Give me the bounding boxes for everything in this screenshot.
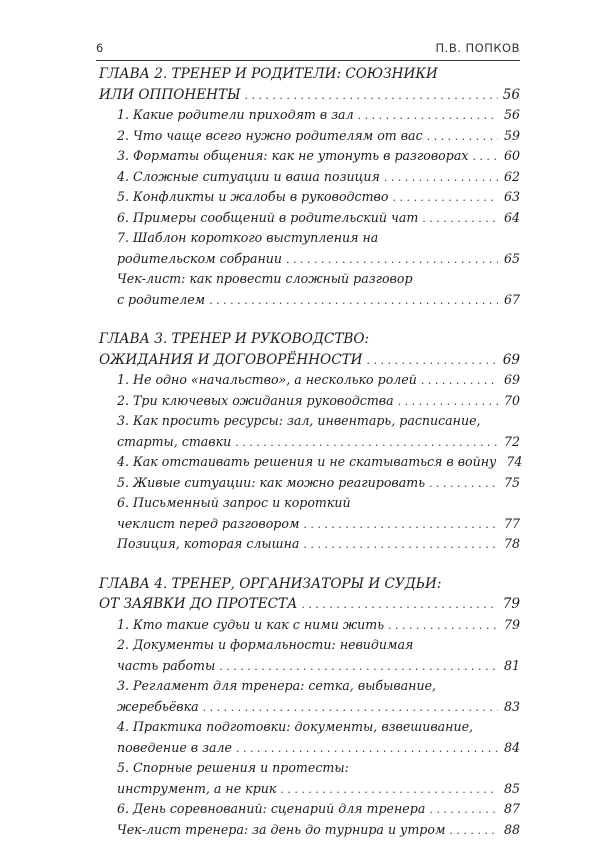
section-line [99,228,520,249]
toc-entry-text: ГЛАВА 3. ТРЕНЕР И РУКОВОДСТВО: [99,329,369,350]
section-line [99,779,520,800]
toc-entry-text: родительском собрании [117,249,282,270]
dot-leader [244,86,498,107]
toc-entry-text: 4. Сложные ситуации и ваша позиция [117,167,380,188]
table-of-contents [99,64,520,840]
section-line [99,452,520,473]
toc-chapter [99,574,520,841]
toc-page-number: 56 [502,85,520,106]
toc-section [99,615,520,636]
toc-entry-text: 6. Примеры сообщений в родительский чат [117,208,418,229]
section-line [99,615,520,636]
section-line [99,738,520,759]
dot-leader [280,780,498,801]
section-line [99,534,520,555]
toc-section [99,758,520,799]
toc-entry-text: Чек-лист: как провести сложный разговор [117,269,413,290]
dot-leader [236,739,498,760]
section-line [99,799,520,820]
toc-section [99,635,520,676]
toc-page-number: 84 [502,738,520,759]
toc-entry-text: 3. Как просить ресурсы: зал, инвентарь, расписание, [117,411,481,432]
chapter-heading-line [99,594,520,615]
dot-leader [219,657,498,678]
toc-section [99,146,520,167]
toc-entry-text: жеребьёвка [117,697,199,718]
toc-entry-text: 2. Документы и формальности: невидимая [117,635,413,656]
dot-leader [421,371,498,392]
section-line [99,820,520,841]
toc-section [99,534,520,555]
toc-page-number: 75 [502,473,520,494]
section-line [99,187,520,208]
section-line [99,167,520,188]
toc-entry-text: 5. Конфликты и жалобы в руководство [117,187,388,208]
section-line [99,269,520,290]
toc-section [99,105,520,126]
section-line [99,411,520,432]
toc-entry-text: 5. Живые ситуации: как можно реагировать [117,473,425,494]
section-line [99,126,520,147]
toc-page-number: 69 [502,350,520,371]
toc-section [99,820,520,841]
section-line [99,514,520,535]
dot-leader [301,595,498,616]
toc-entry-text: 2. Три ключевых ожидания руководства [117,391,394,412]
toc-section [99,473,520,494]
toc-entry-text: 3. Форматы общения: как не утонуть в разговорах [117,146,468,167]
section-line [99,676,520,697]
toc-entry-text: 4. Практика подготовки: документы, взвешивание, [117,717,473,738]
dot-leader [427,127,498,148]
toc-entry-text: часть работы [117,656,215,677]
toc-entry-text: 6. Письменный запрос и короткий [117,493,351,514]
toc-entry-text: старты, ставки [117,432,231,453]
section-line [99,146,520,167]
toc-section [99,493,520,534]
chapter-heading-line [99,329,520,350]
toc-entry-text: 1. Кто такие судьи и как с ними жить [117,615,384,636]
toc-entry-text: Позиция, которая слышна [117,534,299,555]
toc-page-number: 62 [502,167,520,188]
toc-entry-text: 2. Что чаще всего нужно родителям от вас [117,126,423,147]
section-line [99,493,520,514]
toc-page-number: 81 [502,656,520,677]
toc-entry-text: инструмент, а не крик [117,779,276,800]
toc-entry-text: 1. Какие родители приходят в зал [117,105,354,126]
toc-page-number: 78 [502,534,520,555]
toc-section [99,717,520,758]
section-line [99,105,520,126]
toc-page-number: 87 [502,799,520,820]
toc-entry-text: 7. Шаблон короткого выступления на [117,228,378,249]
toc-chapter [99,329,520,555]
chapter-heading-line [99,85,520,106]
toc-entry-text: Чек-лист тренера: за день до турнира и утром [117,820,445,841]
section-line [99,249,520,270]
toc-page-number: 79 [502,615,520,636]
toc-section [99,799,520,820]
section-line [99,697,520,718]
dot-leader [358,106,498,127]
toc-page-number: 70 [502,391,520,412]
toc-chapter [99,64,520,310]
section-line [99,370,520,391]
toc-page-number: 85 [502,779,520,800]
chapter-heading-line [99,350,520,371]
toc-page-number: 88 [502,820,520,841]
dot-leader [429,474,498,495]
chapter-heading-line [99,64,520,85]
dot-leader [398,392,498,413]
section-line [99,717,520,738]
dot-leader [472,147,498,168]
toc-section [99,269,520,310]
toc-entry-text: 1. Не одно «начальство», а несколько ролей [117,370,417,391]
toc-section [99,187,520,208]
toc-entry-text: ГЛАВА 4. ТРЕНЕР, ОРГАНИЗАТОРЫ И СУДЬИ: [99,574,441,595]
toc-section [99,167,520,188]
section-line [99,208,520,229]
toc-page-number: 64 [502,208,520,229]
section-line [99,290,520,311]
toc-entry-text: ГЛАВА 2. ТРЕНЕР И РОДИТЕЛИ: СОЮЗНИКИ [99,64,438,85]
toc-section [99,391,520,412]
dot-leader [286,250,498,271]
toc-section [99,228,520,269]
section-line [99,432,520,453]
toc-entry-text: чеклист перед разговором [117,514,299,535]
chapter-heading-line [99,574,520,595]
toc-section [99,676,520,717]
toc-entry-text: поведение в зале [117,738,232,759]
toc-entry-text: ОЖИДАНИЯ И ДОГОВОРЁННОСТИ [99,350,363,371]
toc-entry-text: 4. Как отстаивать решения и не скатываться в войну [117,452,496,473]
section-line [99,656,520,677]
toc-entry-text: 3. Регламент для тренера: сетка, выбывание, [117,676,436,697]
dot-leader [303,515,498,536]
dot-leader [449,821,498,841]
dot-leader [429,800,498,821]
dot-leader [388,616,498,637]
toc-entry-text: ОТ ЗАЯВКИ ДО ПРОТЕСТА [99,594,297,615]
toc-section [99,208,520,229]
toc-entry-text: с родителем [117,290,205,311]
toc-page-number: 83 [502,697,520,718]
toc-page-number: 67 [502,290,520,311]
dot-leader [422,209,498,230]
dot-leader [384,168,498,189]
toc-section [99,411,520,452]
section-line [99,635,520,656]
toc-page-number: 56 [502,105,520,126]
toc-page-number: 72 [502,432,520,453]
toc-section [99,452,520,473]
toc-section [99,126,520,147]
toc-entry-text: ИЛИ ОППОНЕНТЫ [99,85,240,106]
toc-page-number: 65 [502,249,520,270]
toc-page-number: 63 [502,187,520,208]
dot-leader [209,291,498,312]
toc-page-number: 74 [504,452,522,473]
dot-leader [235,433,498,454]
toc-entry-text: 5. Спорные решения и протесты: [117,758,349,779]
page-number: 6 [96,41,103,55]
running-head-author: П.В. ПОПКОВ [436,41,520,55]
toc-page-number: 77 [502,514,520,535]
section-line [99,391,520,412]
dot-leader [367,351,498,372]
toc-section [99,370,520,391]
dot-leader [392,188,498,209]
toc-page-number: 59 [502,126,520,147]
section-line [99,473,520,494]
dot-leader [303,535,498,556]
page-header [96,40,520,61]
dot-leader [203,698,498,719]
toc-page-number: 60 [502,146,520,167]
section-line [99,758,520,779]
toc-entry-text: 6. День соревнований: сценарий для тренера [117,799,425,820]
toc-page-number: 69 [502,370,520,391]
toc-page-number: 79 [502,594,520,615]
